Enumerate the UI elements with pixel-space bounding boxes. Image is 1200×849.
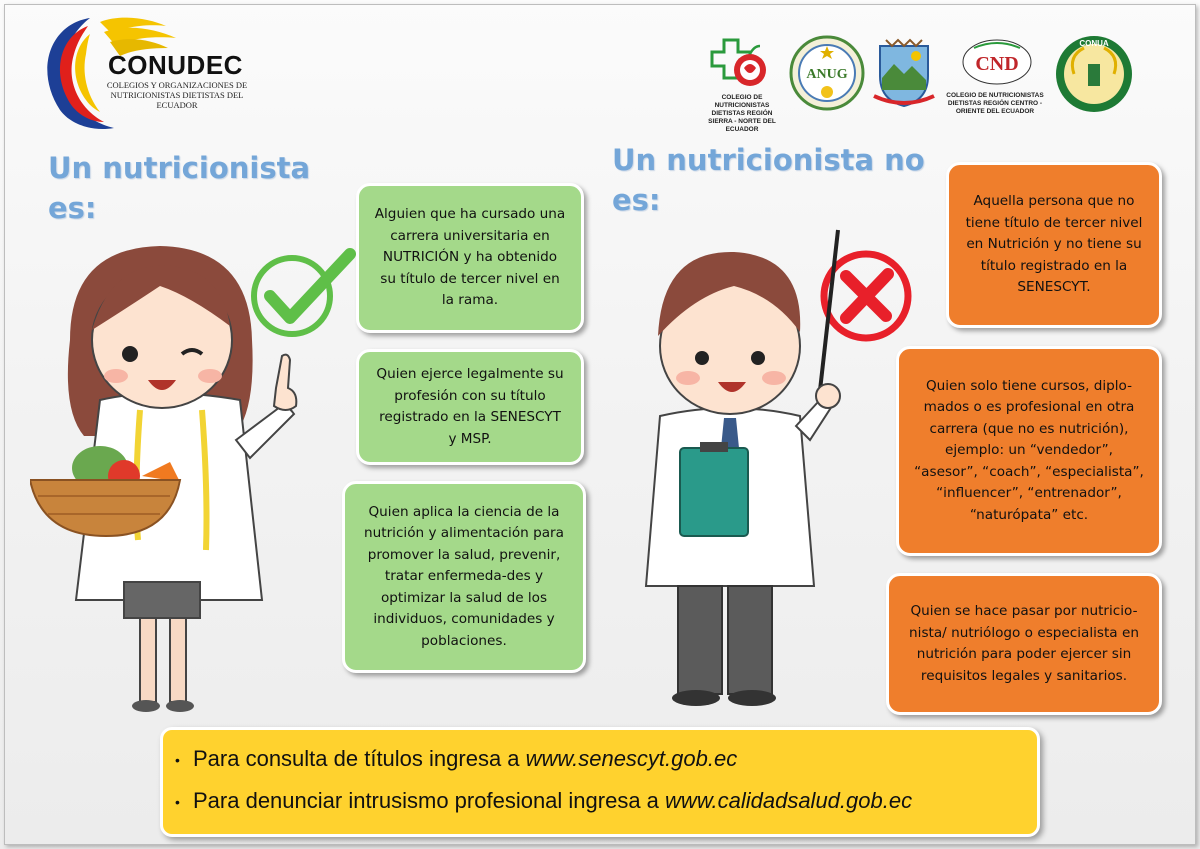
coat-of-arms-logo-icon [872,36,936,110]
footer-bar [160,727,1040,837]
partner-caption-4: COLEGIO DE NUTRICIONISTAS DIETISTAS REGIÓN CENTRO - ORIENTE DEL ECUADOR [946,92,1044,115]
senescyt-link[interactable]: www.senescyt.gob.ec [525,746,738,771]
bullet-icon: • [175,794,180,811]
org-name: CONUDEC [108,50,243,80]
footer-line-1 [175,746,737,772]
org-subtitle: COLEGIOS Y ORGANIZACIONES DE NUTRICIONISTAS DIETISTAS DEL ECUADOR [106,80,248,110]
anug-text: ANUG [806,67,848,82]
anug-logo-icon [788,34,866,112]
bullet-icon: • [175,752,180,769]
right-heading: Un nutricionista no es: [612,143,925,217]
conua-text: CONUA [1079,39,1109,48]
cnd-text: CND [975,53,1019,75]
nutrition-college-logo-icon [708,36,774,92]
footer-line-2 [175,788,912,814]
calidadsalud-link[interactable]: www.calidadsalud.gob.ec [665,788,913,813]
footer-line-2-text: Para denunciar intrusismo profesional ingresa a [193,788,666,813]
female-nutritionist-illustration [30,230,330,720]
negative-item-3: Quien se hace pasar por nutricio-nista/ nutriólogo o especialista en nutrición para poder ejercer sin requisitos legales y sanitarios. [886,573,1162,715]
footer-line-1-text: Para consulta de títulos ingresa a [193,746,526,771]
positive-item-3: Quien aplica la ciencia de la nutrición y alimentación para promover la salud, prevenir, tratar enfermeda-des y optimizar la salud de los individuos, comunidades y poblaciones. [342,481,586,673]
negative-item-2: Quien solo tiene cursos, diplo-mados o es profesional en otra carrera (que no es nutrición), ejemplo: un “vendedor”, “asesor”, “coach”, “especialista”, “influencer”, “entrenador”, “naturópata” etc. [896,346,1162,556]
partner-caption-1: COLEGIO DE NUTRICIONISTAS DIETISTAS REGIÓN SIERRA - NORTE DEL ECUADOR [708,94,776,133]
male-nutritionist-illustration [600,226,870,716]
negative-item-1: Aquella persona que no tiene título de tercer nivel en Nutrición y no tiene su título registrado en la SENESCYT. [946,162,1162,328]
positive-item-2: Quien ejerce legalmente su profesión con su título registrado en la SENESCYT y MSP. [356,349,584,465]
cnd-logo-icon [960,36,1034,90]
conua-logo-icon [1054,34,1134,114]
left-heading: Un nutricionista es: [48,151,311,225]
positive-item-1: Alguien que ha cursado una carrera universitaria en NUTRICIÓN y ha obtenido su título de tercer nivel en la rama. [356,183,584,333]
